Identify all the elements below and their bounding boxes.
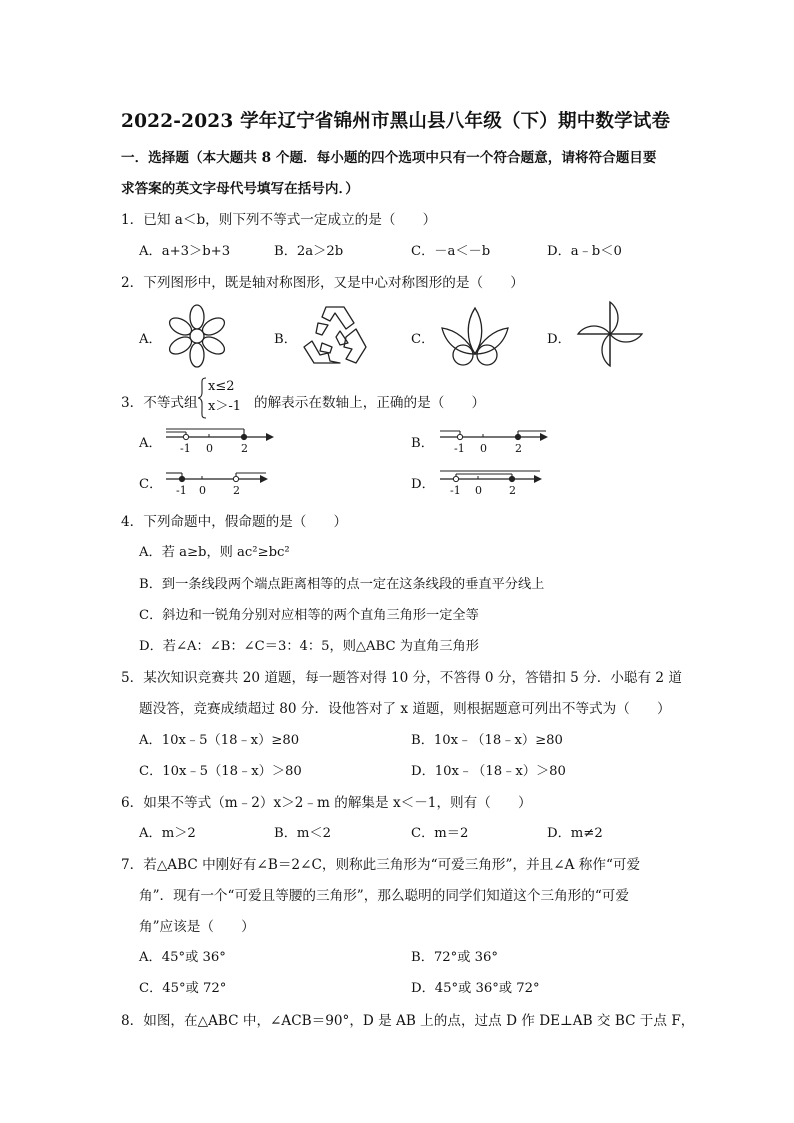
lotus-figure-icon [438, 300, 512, 368]
q5-option-d: D．10x﹣（18﹣x）＞80 [411, 764, 566, 779]
q3-prefix: 3．不等式组 [121, 395, 198, 411]
tick-label-minus-one: -1 [180, 442, 191, 455]
tick-label-minus-one: -1 [176, 484, 187, 497]
q3-system-line1: x≤2 [208, 379, 235, 394]
q4-option-d: D．若∠A：∠B：∠C＝3：4：5，则△ABC 为直角三角形 [139, 639, 479, 654]
section-heading-line1: 一．选择题（本大题共 8 个题．每小题的四个选项中只有一个符合题意，请将符合题目要 [121, 150, 657, 166]
page-title: 2022-2023 学年辽宁省锦州市黑山县八年级（下）期中数学试卷 [121, 111, 671, 132]
q4-stem: 4．下列命题中，假命题的是（ ） [121, 514, 348, 530]
q1-option-d: D．a﹣b＜0 [547, 244, 622, 259]
q5-stem-line2: 题没答，竞赛成绩超过 80 分．设他答对了 x 道题，则根据题意可列出不等式为（ ） [139, 701, 671, 717]
q2-stem: 2．下列图形中，既是轴对称图形，又是中心对称图形的是（ ） [121, 275, 524, 291]
number-line-a [162, 424, 282, 456]
q8-stem-line1: 8．如图，在△ABC 中，∠ACB＝90°，D 是 AB 上的点，过点 D 作 DE⊥AB 交 BC 于点 F， [121, 1013, 695, 1029]
q7-option-a: A．45°或 36° [139, 950, 226, 965]
q1-option-c: C．－a＜－b [411, 244, 491, 259]
tick-label-two: 2 [515, 442, 522, 455]
q6-option-a: A．m＞2 [139, 826, 196, 841]
brace-icon [197, 377, 207, 419]
q6-option-c: C．m＝2 [411, 826, 469, 841]
q2-option-c: C． [411, 332, 435, 347]
q1-option-b: B．2a＞2b [274, 244, 344, 259]
q7-stem-line3: 角”应该是（ ） [139, 919, 255, 935]
tick-label-minus-one: -1 [450, 484, 461, 497]
number-line-b [436, 424, 556, 456]
q7-option-c: C．45°或 72° [139, 981, 227, 996]
q7-stem-line1: 7．若△ABC 中刚好有∠B＝2∠C，则称此三角形为“可爱三角形”，并且∠A 称作“可爱 [121, 857, 641, 873]
q1-option-a: A．a+3＞b+3 [139, 244, 231, 259]
q4-option-b: B．到一条线段两个端点距离相等的点一定在这条线段的垂直平分线上 [139, 577, 545, 592]
tick-label-zero: 0 [206, 442, 213, 455]
tick-label-zero: 0 [475, 484, 482, 497]
q2-option-b: B． [274, 332, 297, 347]
recycle-figure-icon [300, 303, 370, 367]
tick-label-two: 2 [233, 484, 240, 497]
q7-option-d: D．45°或 36°或 72° [411, 981, 540, 996]
q3-option-b: B． [411, 436, 434, 451]
q6-option-d: D．m≠2 [547, 826, 603, 841]
q7-stem-line2: 角”．现有一个“可爱且等腰的三角形”，那么聪明的同学们知道这个三角形的“可爱 [139, 888, 629, 904]
q3-option-d: D． [411, 477, 435, 492]
number-line-d [436, 466, 556, 498]
tick-label-minus-one: -1 [454, 442, 465, 455]
section-heading-line2: 求答案的英文字母代号填写在括号内．） [121, 181, 359, 197]
q4-option-c: C．斜边和一锐角分别对应相等的两个直角三角形一定全等 [139, 608, 479, 623]
q1-stem: 1．已知 a＜b，则下列不等式一定成立的是（ ） [121, 212, 437, 228]
q3-option-a: A． [139, 436, 162, 451]
tick-label-two: 2 [241, 442, 248, 455]
q3-suffix: 的解表示在数轴上，正确的是（ ） [254, 395, 486, 411]
q2-option-d: D． [547, 332, 571, 347]
q5-stem-line1: 5．某次知识竞赛共 20 道题，每一题答对得 10 分，不答得 0 分，答错扣 5 分．小聪有 2 道 [121, 670, 682, 686]
tick-label-two: 2 [509, 484, 516, 497]
number-line-c [162, 466, 282, 498]
tick-label-zero: 0 [480, 442, 487, 455]
q3-system-line2: x＞-1 [208, 399, 241, 414]
q5-option-c: C．10x﹣5（18﹣x）＞80 [139, 764, 302, 779]
q5-option-a: A．10x﹣5（18﹣x）≥80 [139, 733, 300, 748]
q7-option-b: B．72°或 36° [411, 950, 499, 965]
q5-option-b: B．10x﹣（18﹣x）≥80 [411, 733, 563, 748]
tick-label-zero: 0 [199, 484, 206, 497]
q6-option-b: B．m＜2 [274, 826, 331, 841]
q3-option-c: C． [139, 477, 163, 492]
q6-stem: 6．如果不等式（m﹣2）x＞2﹣m 的解集是 x＜－1，则有（ ） [121, 795, 532, 811]
pinwheel-figure-icon [574, 298, 646, 370]
q4-option-a: A．若 a≥b，则 ac²≥bc² [139, 545, 290, 560]
flower-figure-icon [160, 302, 234, 370]
q2-option-a: A． [139, 332, 162, 347]
